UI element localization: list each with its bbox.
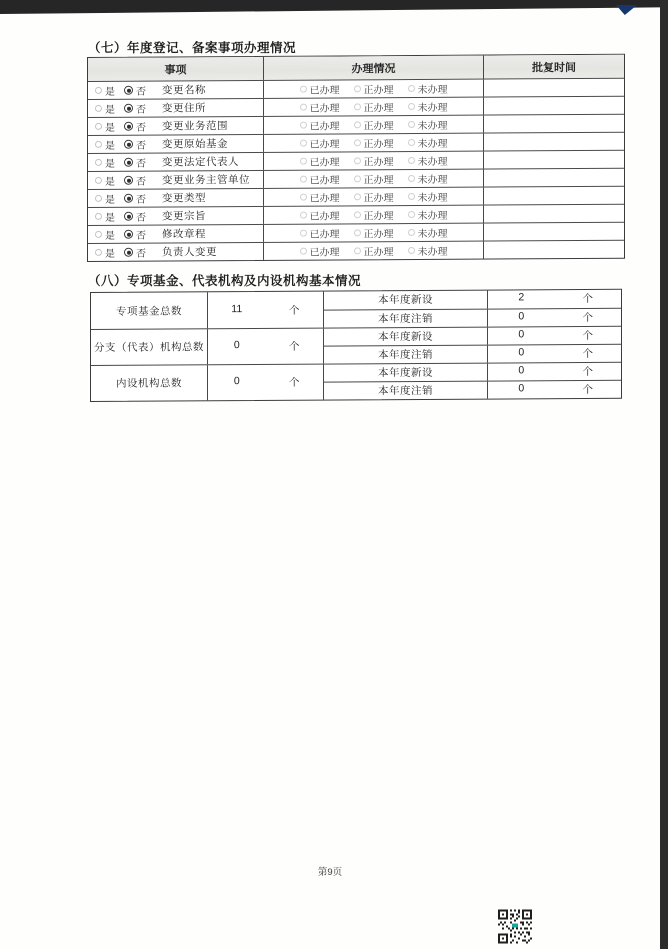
cancelled-this-year-unit: 个: [582, 383, 593, 396]
qr-code-stamp: [498, 908, 532, 945]
item-name: 修改章程: [162, 228, 206, 241]
status-option-done: [300, 171, 340, 186]
status-notdone-label: 未办理: [417, 84, 448, 96]
registration-row: [88, 96, 624, 117]
status-option-inprogress: [354, 171, 394, 186]
no-label: 否: [136, 86, 146, 98]
item-cell: [88, 153, 264, 171]
section8-title: （八）专项基金、代表机构及内设机构基本情况: [88, 274, 362, 288]
radio-notdone-unselected-icon: [408, 211, 415, 218]
radio-no-selected-icon: [124, 122, 133, 131]
status-option-notdone: [408, 99, 448, 114]
status-option-done: [300, 99, 340, 114]
radio-yes-unselected-icon: [95, 213, 102, 220]
radio-no-selected-icon: [124, 248, 133, 257]
org-total-value: 0: [233, 339, 240, 352]
radio-notdone-unselected-icon: [408, 247, 415, 254]
cancelled-this-year-cell: [488, 308, 621, 326]
org-stats-group: [91, 290, 621, 329]
item-cell: [88, 99, 264, 117]
org-type-label: 内设机构总数: [91, 365, 208, 401]
item-name: 变更业务主管单位: [162, 174, 250, 187]
cancelled-this-year-row: [324, 344, 621, 364]
status-notdone-label: 未办理: [417, 156, 448, 168]
new-this-year-value: 0: [518, 328, 525, 341]
new-this-year-label: 本年度新设: [324, 364, 488, 382]
status-option-inprogress: [354, 117, 394, 132]
cancelled-this-year-cell: [488, 345, 621, 363]
new-this-year-cell: [488, 327, 621, 345]
header-item: 事项: [88, 57, 264, 81]
org-type-label: 分支（代表）机构总数: [91, 329, 208, 365]
scan-edge-right: [660, 0, 668, 949]
yes-label: 是: [105, 248, 115, 260]
status-inprogress-label: 正办理: [363, 175, 394, 187]
approval-time-cell: [484, 133, 624, 151]
new-this-year-value: 2: [518, 291, 525, 304]
new-this-year-unit: 个: [582, 329, 593, 342]
status-cell: [264, 206, 484, 224]
status-notdone-label: 未办理: [417, 210, 448, 222]
status-done-label: 已办理: [309, 157, 340, 169]
approval-time-cell: [484, 169, 624, 187]
radio-done-unselected-icon: [300, 158, 307, 165]
status-notdone-label: 未办理: [417, 120, 448, 132]
cancelled-this-year-row: [324, 380, 621, 400]
radio-done-unselected-icon: [300, 176, 307, 183]
radio-notdone-unselected-icon: [408, 175, 415, 182]
status-inprogress-label: 正办理: [363, 157, 394, 169]
radio-yes-unselected-icon: [95, 195, 102, 202]
item-cell: [88, 243, 264, 261]
radio-done-unselected-icon: [300, 248, 307, 255]
radio-inprogress-unselected-icon: [354, 193, 361, 200]
approval-time-cell: [484, 205, 624, 223]
radio-no-selected-icon: [124, 140, 133, 149]
radio-inprogress-unselected-icon: [354, 175, 361, 182]
radio-notdone-unselected-icon: [408, 193, 415, 200]
registration-table-header: [88, 55, 624, 81]
radio-yes-unselected-icon: [95, 105, 102, 112]
new-this-year-row: [324, 290, 621, 309]
radio-no-selected-icon: [124, 194, 133, 203]
status-cell: [264, 170, 484, 188]
status-inprogress-label: 正办理: [363, 103, 394, 115]
status-option-notdone: [408, 81, 448, 96]
new-this-year-row: [324, 327, 621, 346]
registration-row: [88, 204, 624, 225]
yes-label: 是: [105, 212, 115, 224]
header-approval-time: 批复时间: [532, 61, 576, 74]
status-option-notdone: [408, 243, 448, 258]
status-option-done: [300, 243, 340, 258]
new-this-year-cell: [488, 363, 621, 381]
item-name: 负责人变更: [162, 246, 217, 259]
org-year-changes: [324, 363, 621, 400]
yes-label: 是: [105, 194, 115, 206]
no-label: 否: [136, 104, 146, 116]
radio-done-unselected-icon: [300, 212, 307, 219]
status-done-label: 已办理: [309, 85, 340, 97]
radio-inprogress-unselected-icon: [354, 229, 361, 236]
radio-notdone-unselected-icon: [408, 157, 415, 164]
item-name: 变更原始基金: [162, 138, 228, 151]
radio-inprogress-unselected-icon: [354, 121, 361, 128]
status-option-done: [300, 189, 340, 204]
status-notdone-label: 未办理: [417, 228, 448, 240]
org-total-cell: [208, 292, 324, 329]
status-option-notdone: [408, 171, 448, 186]
item-name: 变更业务范围: [162, 120, 228, 133]
radio-no-selected-icon: [124, 176, 133, 185]
status-option-done: [300, 207, 340, 222]
radio-done-unselected-icon: [300, 140, 307, 147]
radio-inprogress-unselected-icon: [354, 247, 361, 254]
radio-inprogress-unselected-icon: [354, 85, 361, 92]
cancelled-this-year-unit: 个: [582, 311, 593, 324]
item-name: 变更宗旨: [162, 210, 206, 223]
org-stats-group: [91, 326, 621, 365]
radio-done-unselected-icon: [300, 86, 307, 93]
status-notdone-label: 未办理: [417, 174, 448, 186]
radio-yes-unselected-icon: [95, 87, 102, 94]
registration-items-table: [87, 54, 625, 262]
registration-row: [88, 114, 624, 135]
no-label: 否: [136, 176, 146, 188]
org-stats-group: [91, 362, 621, 401]
status-inprogress-label: 正办理: [363, 247, 394, 259]
status-cell: [264, 242, 484, 260]
item-name: 变更名称: [162, 84, 206, 97]
status-notdone-label: 未办理: [417, 102, 448, 114]
no-label: 否: [136, 194, 146, 206]
new-this-year-unit: 个: [582, 365, 593, 378]
registration-row: [88, 78, 624, 99]
yes-label: 是: [105, 140, 115, 152]
status-option-inprogress: [354, 225, 394, 240]
status-option-inprogress: [354, 189, 394, 204]
status-inprogress-label: 正办理: [363, 85, 394, 97]
status-option-notdone: [408, 189, 448, 204]
status-done-label: 已办理: [309, 139, 340, 151]
no-label: 否: [136, 140, 146, 152]
registration-row: [88, 240, 624, 261]
radio-inprogress-unselected-icon: [354, 139, 361, 146]
scan-edge-top: [0, 0, 668, 14]
cancelled-this-year-value: 0: [518, 382, 525, 395]
registration-table-body: [88, 78, 624, 261]
status-option-notdone: [408, 117, 448, 132]
radio-yes-unselected-icon: [95, 177, 102, 184]
new-this-year-label: 本年度新设: [324, 291, 488, 310]
item-cell: [88, 189, 264, 207]
status-done-label: 已办理: [309, 175, 340, 187]
registration-row: [88, 150, 624, 171]
no-label: 否: [136, 248, 146, 260]
status-option-inprogress: [354, 207, 394, 222]
cancelled-this-year-label: 本年度注销: [324, 309, 488, 328]
status-done-label: 已办理: [309, 211, 340, 223]
item-name: 变更类型: [162, 192, 206, 205]
status-cell: [264, 98, 484, 116]
org-total-unit: 个: [289, 376, 300, 389]
status-cell: [264, 224, 484, 242]
approval-time-cell: [484, 151, 624, 169]
status-option-inprogress: [354, 153, 394, 168]
org-total-cell: [208, 365, 324, 401]
item-cell: [88, 207, 264, 225]
radio-done-unselected-icon: [300, 104, 307, 111]
section7-title: （七）年度登记、备案事项办理情况: [88, 41, 297, 55]
org-stats-table: [90, 289, 622, 402]
radio-inprogress-unselected-icon: [354, 103, 361, 110]
org-total-unit: 个: [289, 340, 300, 353]
new-this-year-unit: 个: [582, 293, 593, 306]
org-year-changes: [324, 327, 621, 364]
radio-no-selected-icon: [124, 104, 133, 113]
yes-label: 是: [105, 230, 115, 242]
yes-label: 是: [105, 176, 115, 188]
new-this-year-cell: [488, 290, 621, 308]
scan-corner-artifact: [616, 5, 637, 15]
status-option-done: [300, 225, 340, 240]
registration-row: [88, 168, 624, 189]
org-type-label: 专项基金总数: [91, 292, 208, 329]
status-cell: [264, 116, 484, 134]
status-cell: [264, 80, 484, 98]
radio-done-unselected-icon: [300, 122, 307, 129]
status-option-done: [300, 135, 340, 150]
status-option-inprogress: [354, 99, 394, 114]
status-cell: [264, 152, 484, 170]
radio-no-selected-icon: [124, 86, 133, 95]
radio-inprogress-unselected-icon: [354, 157, 361, 164]
status-option-done: [300, 117, 340, 132]
status-done-label: 已办理: [309, 103, 340, 115]
approval-time-cell: [484, 97, 624, 115]
yes-label: 是: [105, 122, 115, 134]
item-cell: [88, 117, 264, 135]
yes-label: 是: [105, 104, 115, 116]
radio-yes-unselected-icon: [95, 123, 102, 130]
status-inprogress-label: 正办理: [363, 229, 394, 241]
radio-yes-unselected-icon: [95, 141, 102, 148]
status-inprogress-label: 正办理: [363, 139, 394, 151]
status-option-done: [300, 81, 340, 96]
status-done-label: 已办理: [309, 229, 340, 241]
cancelled-this-year-label: 本年度注销: [324, 346, 488, 364]
no-label: 否: [136, 122, 146, 134]
status-notdone-label: 未办理: [417, 138, 448, 150]
radio-yes-unselected-icon: [95, 159, 102, 166]
org-total-value: 0: [233, 375, 240, 388]
org-year-changes: [324, 290, 621, 328]
status-option-notdone: [408, 207, 448, 222]
status-option-inprogress: [354, 81, 394, 96]
radio-yes-unselected-icon: [95, 231, 102, 238]
item-cell: [88, 171, 264, 189]
radio-notdone-unselected-icon: [408, 229, 415, 236]
cancelled-this-year-value: 0: [518, 310, 525, 323]
status-done-label: 已办理: [309, 121, 340, 133]
status-inprogress-label: 正办理: [363, 121, 394, 133]
status-option-inprogress: [354, 135, 394, 150]
org-total-unit: 个: [289, 304, 300, 317]
approval-time-cell: [484, 223, 624, 241]
status-cell: [264, 134, 484, 152]
status-option-notdone: [408, 153, 448, 168]
radio-done-unselected-icon: [300, 230, 307, 237]
item-name: 变更住所: [162, 102, 206, 115]
approval-time-cell: [484, 241, 624, 259]
radio-yes-unselected-icon: [95, 249, 102, 256]
new-this-year-label: 本年度新设: [324, 328, 488, 346]
status-option-notdone: [408, 225, 448, 240]
status-inprogress-label: 正办理: [363, 193, 394, 205]
approval-time-cell: [484, 79, 624, 97]
radio-notdone-unselected-icon: [408, 139, 415, 146]
radio-notdone-unselected-icon: [408, 121, 415, 128]
approval-time-cell: [484, 187, 624, 205]
radio-inprogress-unselected-icon: [354, 211, 361, 218]
registration-row: [88, 186, 624, 207]
status-option-done: [300, 153, 340, 168]
registration-row: [88, 132, 624, 153]
radio-no-selected-icon: [124, 212, 133, 221]
status-option-inprogress: [354, 243, 394, 258]
radio-notdone-unselected-icon: [408, 85, 415, 92]
cancelled-this-year-cell: [488, 381, 621, 399]
radio-no-selected-icon: [124, 158, 133, 167]
status-option-notdone: [408, 135, 448, 150]
radio-no-selected-icon: [124, 230, 133, 239]
status-done-label: 已办理: [309, 193, 340, 205]
cancelled-this-year-row: [324, 307, 621, 327]
item-cell: [88, 81, 264, 99]
org-total-cell: [208, 329, 324, 365]
status-notdone-label: 未办理: [417, 192, 448, 204]
item-name: 变更法定代表人: [162, 156, 239, 169]
header-status: 办理情况: [264, 56, 484, 80]
status-cell: [264, 188, 484, 206]
status-notdone-label: 未办理: [417, 246, 448, 258]
no-label: 否: [136, 212, 146, 224]
status-done-label: 已办理: [309, 247, 340, 259]
new-this-year-row: [324, 363, 621, 382]
item-cell: [88, 225, 264, 243]
yes-label: 是: [105, 86, 115, 98]
no-label: 否: [136, 158, 146, 170]
org-total-value: 11: [231, 302, 243, 315]
no-label: 否: [136, 230, 146, 242]
cancelled-this-year-value: 0: [518, 346, 525, 359]
registration-row: [88, 222, 624, 243]
status-inprogress-label: 正办理: [363, 211, 394, 223]
cancelled-this-year-label: 本年度注销: [324, 382, 488, 400]
new-this-year-value: 0: [518, 364, 525, 377]
radio-notdone-unselected-icon: [408, 103, 415, 110]
item-cell: [88, 135, 264, 153]
radio-done-unselected-icon: [300, 194, 307, 201]
page-number: 第9页: [317, 867, 343, 878]
approval-time-cell: [484, 115, 624, 133]
cancelled-this-year-unit: 个: [582, 347, 593, 360]
yes-label: 是: [105, 158, 115, 170]
